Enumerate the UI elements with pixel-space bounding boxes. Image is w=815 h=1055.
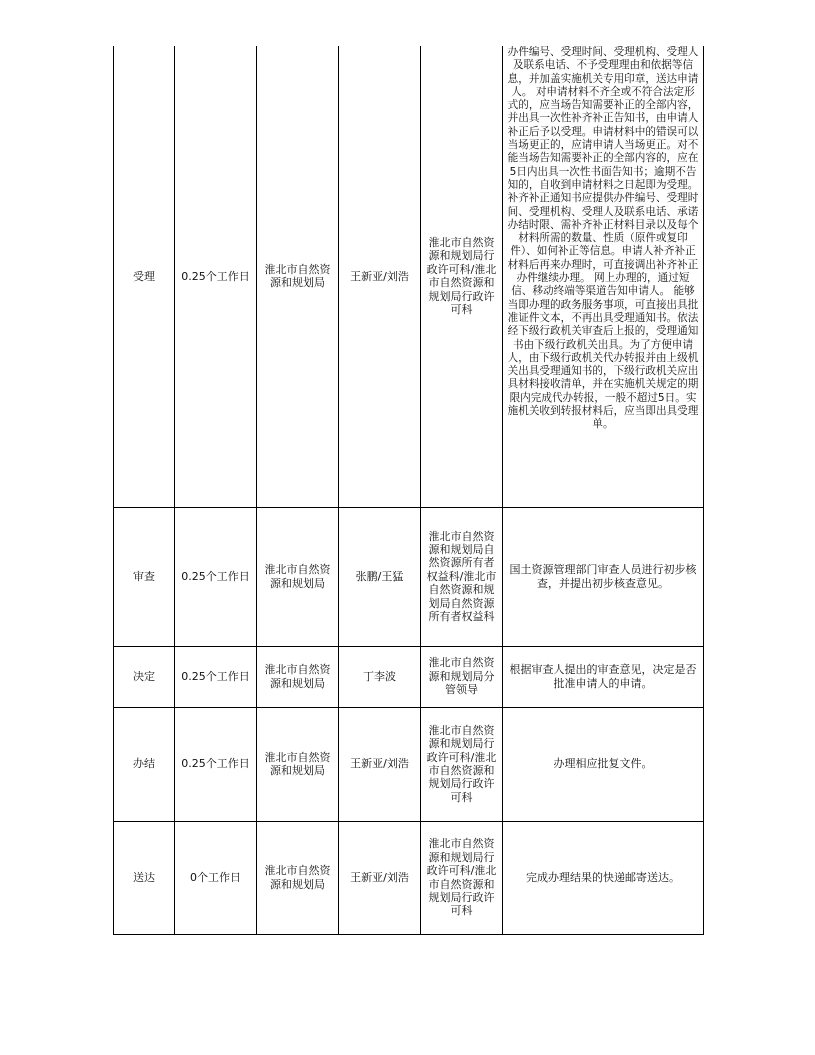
step-description: 办件编号、受理时间、受理机构、受理人及联系电话、不予受理理由和依据等信息，并加盖实施机关专用印章，送达申请人。 对申请材料不齐全或不符合法定形式的，应当场告知需要补正的全部内容，并出具一次性补齐补正告知书，由申请人补正后予以受理。申请材料中的错误可以当场更正的，应请申请人当场更正。对不能当场告知需要补正的全部内容的，应在5日内出具一次性书面告知书；逾期不告知的，自收到申请材料之日起即为受理。补齐补正通知书应提供办件编号、受理时间、受理机构、受理人及联系电话、承诺办结时限、需补齐补正材料目录以及每个材料所需的数量、性质（原件或复印件）、如何补正等信息。申请人补齐补正材料后再来办理时，可直接调出补齐补正办件继续办理。 网上办理的，通过短信、移动终端等渠道告知申请人。 能够当即办理的政务服务事项，可直接出具批准证件文本，不再出具受理通知书。依法经下级行政机关审查后上报的，受理通知书由下级行政机关出具。为了方便申请人，由下级行政机关代办转报并由上级机关出具受理通知书的，下级行政机关应出具材料接收清单，并在实施机关规定的期限内完成代办转报，一般不超过5日。实施机关收到转报材料后，应当即出具受理单。 <box>503 46 704 507</box>
department: 淮北市自然资源和规划局 <box>257 507 339 646</box>
step-name: 办结 <box>114 707 175 821</box>
step-description: 办理相应批复文件。 <box>503 707 704 821</box>
time-limit: 0.25个工作日 <box>175 646 257 707</box>
department: 淮北市自然资源和规划局 <box>257 46 339 507</box>
step-name: 受理 <box>114 46 175 507</box>
step-name: 决定 <box>114 646 175 707</box>
table-row <box>114 821 704 934</box>
responsible-post: 淮北市自然资源和规划局行政许可科/淮北市自然资源和规划局行政许可科 <box>421 707 503 821</box>
time-limit: 0.25个工作日 <box>175 707 257 821</box>
time-limit: 0.25个工作日 <box>175 46 257 507</box>
table-row <box>114 507 704 646</box>
responsible-post: 淮北市自然资源和规划局自然资源所有者权益科/淮北市自然资源和规划局自然资源所有者权益科 <box>421 507 503 646</box>
responsible-person: 丁李波 <box>339 646 421 707</box>
step-description: 国土资源管理部门审查人员进行初步核查，并提出初步核查意见。 <box>503 507 704 646</box>
department: 淮北市自然资源和规划局 <box>257 707 339 821</box>
step-name: 审查 <box>114 507 175 646</box>
step-description: 完成办理结果的快递邮寄送达。 <box>503 821 704 934</box>
responsible-person: 王新亚/刘浩 <box>339 821 421 934</box>
department: 淮北市自然资源和规划局 <box>257 646 339 707</box>
table-row <box>114 46 704 507</box>
responsible-person: 王新亚/刘浩 <box>339 46 421 507</box>
step-name: 送达 <box>114 821 175 934</box>
time-limit: 0.25个工作日 <box>175 507 257 646</box>
table-row <box>114 646 704 707</box>
responsible-person: 张鹏/王猛 <box>339 507 421 646</box>
time-limit: 0个工作日 <box>175 821 257 934</box>
step-description: 根据审查人提出的审查意见，决定是否批准申请人的申请。 <box>503 646 704 707</box>
process-steps-table <box>113 46 704 935</box>
responsible-person: 王新亚/刘浩 <box>339 707 421 821</box>
responsible-post: 淮北市自然资源和规划局行政许可科/淮北市自然资源和规划局行政许可科 <box>421 46 503 507</box>
table-row <box>114 707 704 821</box>
department: 淮北市自然资源和规划局 <box>257 821 339 934</box>
responsible-post: 淮北市自然资源和规划局行政许可科/淮北市自然资源和规划局行政许可科 <box>421 821 503 934</box>
responsible-post: 淮北市自然资源和规划局分管领导 <box>421 646 503 707</box>
